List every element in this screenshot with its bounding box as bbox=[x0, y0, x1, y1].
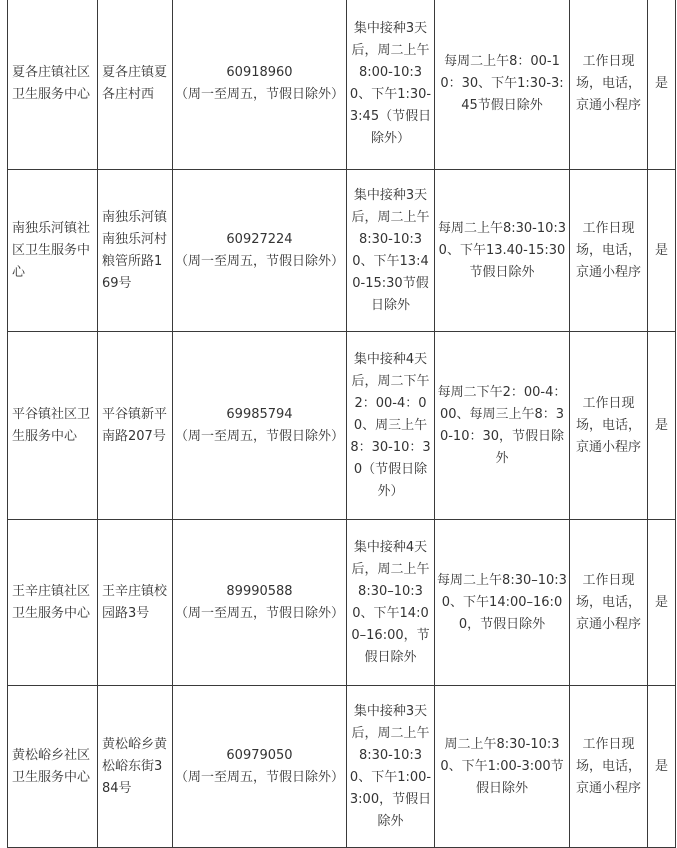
center-address: 平谷镇新平南路207号 bbox=[98, 332, 173, 520]
booking-method: 工作日现场，电话，京通小程序 bbox=[570, 170, 648, 332]
center-name: 平谷镇社区卫生服务中心 bbox=[8, 332, 98, 520]
center-address: 夏各庄镇夏各庄村西 bbox=[98, 0, 173, 170]
availability-flag: 是 bbox=[648, 520, 676, 686]
clinic-schedule-table bbox=[7, 0, 676, 848]
vaccination-time: 集中接种4天后，周二下午2：00-4：00、周三上午8：30-10：30（节假日除外） bbox=[347, 332, 435, 520]
phone-cell bbox=[173, 686, 347, 848]
phone-number: 60927224 bbox=[226, 231, 293, 247]
booking-method: 工作日现场，电话，京通小程序 bbox=[570, 686, 648, 848]
consult-time: 每周二上午8：00-10：30、下午1:30-3:45节假日除外 bbox=[435, 0, 570, 170]
table-row bbox=[8, 170, 676, 332]
consult-time: 每周二下午2：00-4：00、每周三上午8：30-10：30，节假日除外 bbox=[435, 332, 570, 520]
consult-time: 每周二上午8:30–10:30、下午14:00–16:00，节假日除外 bbox=[435, 520, 570, 686]
phone-number: 89990588 bbox=[226, 583, 293, 599]
center-address: 南独乐河镇南独乐河村粮管所路169号 bbox=[98, 170, 173, 332]
center-address: 王辛庄镇校园路3号 bbox=[98, 520, 173, 686]
phone-hours: （周一至周五，节假日除外） bbox=[175, 253, 345, 269]
vaccination-time: 集中接种4天后，周二上午8:30–10:30、下午14:00–16:00，节假日除外 bbox=[347, 520, 435, 686]
vaccination-time: 集中接种3天后，周二上午8:00-10:30、下午1:30-3:45（节假日除外） bbox=[347, 0, 435, 170]
availability-flag: 是 bbox=[648, 170, 676, 332]
availability-flag: 是 bbox=[648, 332, 676, 520]
phone-number: 69985794 bbox=[226, 406, 293, 422]
availability-flag: 是 bbox=[648, 686, 676, 848]
availability-flag: 是 bbox=[648, 0, 676, 170]
vaccination-time: 集中接种3天后，周二上午8:30-10:30、下午13:40-15:30节假日除外 bbox=[347, 170, 435, 332]
phone-hours: （周一至周五，节假日除外） bbox=[175, 428, 345, 444]
table-row bbox=[8, 0, 676, 170]
consult-time: 周二上午8:30-10:30、下午1:00-3:00节假日除外 bbox=[435, 686, 570, 848]
phone-cell bbox=[173, 0, 347, 170]
center-address: 黄松峪乡黄松峪东街384号 bbox=[98, 686, 173, 848]
phone-cell bbox=[173, 520, 347, 686]
phone-cell bbox=[173, 170, 347, 332]
phone-cell bbox=[173, 332, 347, 520]
center-name: 黄松峪乡社区卫生服务中心 bbox=[8, 686, 98, 848]
phone-hours: （周一至周五，节假日除外） bbox=[175, 86, 345, 102]
table-row bbox=[8, 520, 676, 686]
phone-number: 60918960 bbox=[226, 64, 293, 80]
vaccination-time: 集中接种3天后，周二上午8:30-10:30、下午1:00-3:00，节假日除外 bbox=[347, 686, 435, 848]
consult-time: 每周二上午8:30-10:30、下午13.40-15:30节假日除外 bbox=[435, 170, 570, 332]
phone-number: 60979050 bbox=[226, 747, 293, 763]
phone-hours: （周一至周五，节假日除外） bbox=[175, 769, 345, 785]
booking-method: 工作日现场，电话，京通小程序 bbox=[570, 332, 648, 520]
center-name: 王辛庄镇社区卫生服务中心 bbox=[8, 520, 98, 686]
phone-hours: （周一至周五，节假日除外） bbox=[175, 605, 345, 621]
booking-method: 工作日现场，电话，京通小程序 bbox=[570, 0, 648, 170]
table-row bbox=[8, 332, 676, 520]
booking-method: 工作日现场，电话，京通小程序 bbox=[570, 520, 648, 686]
center-name: 南独乐河镇社区卫生服务中心 bbox=[8, 170, 98, 332]
table-row bbox=[8, 686, 676, 848]
center-name: 夏各庄镇社区卫生服务中心 bbox=[8, 0, 98, 170]
